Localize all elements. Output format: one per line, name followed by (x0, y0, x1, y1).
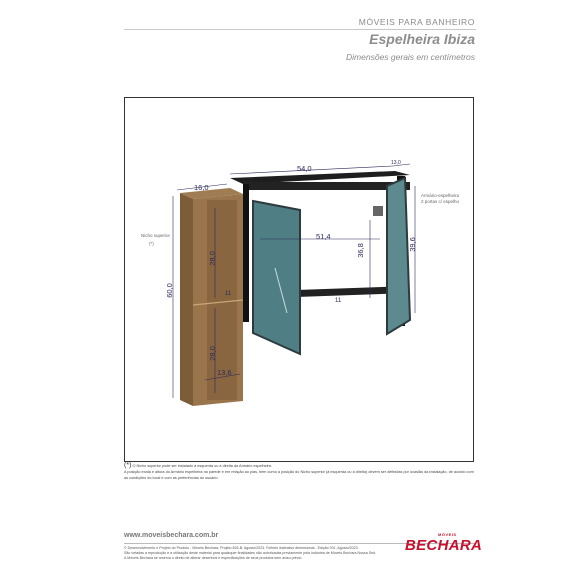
header-divider (124, 29, 476, 30)
brand-logo: BECHARA (405, 537, 483, 554)
dim-niche-width: 13,6 (217, 368, 232, 377)
notes-line1: O Nicho superior pode ser instalado à esquerda ou à direita da Armário espelheira. (132, 464, 272, 468)
website-link[interactable]: www.moveisbechara.com.br (124, 532, 219, 539)
notes-line2: A posição exata e altura do Armário espelheira na parede e em relação ao pias, bem como a posição do Nicho superior (à esquerda ou à direita) devem ser definidas por ocasião da instalação, de acordo com as condições do local e com as preferências do usuário. (124, 470, 474, 480)
cabinet-hinge (373, 206, 383, 216)
label-cabinet: Armário-espelheira (421, 193, 460, 198)
dim-inner-width: 51,4 (316, 232, 331, 241)
label-cabinet-doors: 2 portas c/ espelho (421, 199, 460, 204)
left-door (253, 201, 300, 354)
page-subtitle: Dimensões gerais em centímetros (346, 52, 475, 62)
footer-notes (124, 546, 394, 561)
dim-niche-depth: 16,0 (194, 183, 209, 192)
dim-top-depth: 13,0 (391, 160, 401, 166)
cabinet-rail-top (243, 182, 410, 190)
cabinet-left-post (243, 184, 249, 322)
dim-cabinet-height: 39,6 (407, 237, 417, 252)
dim-shelf-lower: 28,0 (207, 346, 217, 361)
right-door (387, 178, 410, 334)
dim-inner-height: 36,8 (355, 243, 365, 258)
dim-cabinet-inner-depth: 11 (335, 298, 342, 304)
label-niche-asterisk: (*) (149, 241, 154, 246)
footer-line2: São vetadas a reprodução e a utilização deste material para quaisquer finalidades não autorizadas previamente pela Indústria de Móveis Bechara Nossa Sed. (124, 551, 377, 555)
dim-niche-inner-depth: 11 (225, 291, 232, 297)
dim-shelf-upper: 28,0 (207, 251, 217, 266)
brand-small: MÓVEIS (438, 532, 457, 537)
footer-line1: © Desenvolvimento e Projeto do Produto - Móveis Bechara. Projeto 826-B, Agosto/2023. Folheto ilustrativo dimensional - Edição 001, Agosto/2023. (124, 546, 359, 550)
drawing-frame (124, 97, 474, 462)
notes (124, 463, 476, 481)
category-label: MÓVEIS PARA BANHEIRO (358, 17, 475, 27)
page-title: Espelheira Ibiza (369, 31, 475, 47)
dim-top-width: 54,0 (297, 164, 312, 173)
label-niche: Nicho superior (141, 233, 171, 238)
technical-drawing (125, 98, 475, 463)
dim-height: 60,0 (164, 283, 174, 298)
notes-asterisk: (*) (124, 462, 132, 469)
niche-side (180, 193, 193, 406)
footer-line3: A Móveis Bechara se reserva o direito de alterar desenhos e especificações de seus produtos sem aviso prévio. (124, 556, 303, 560)
